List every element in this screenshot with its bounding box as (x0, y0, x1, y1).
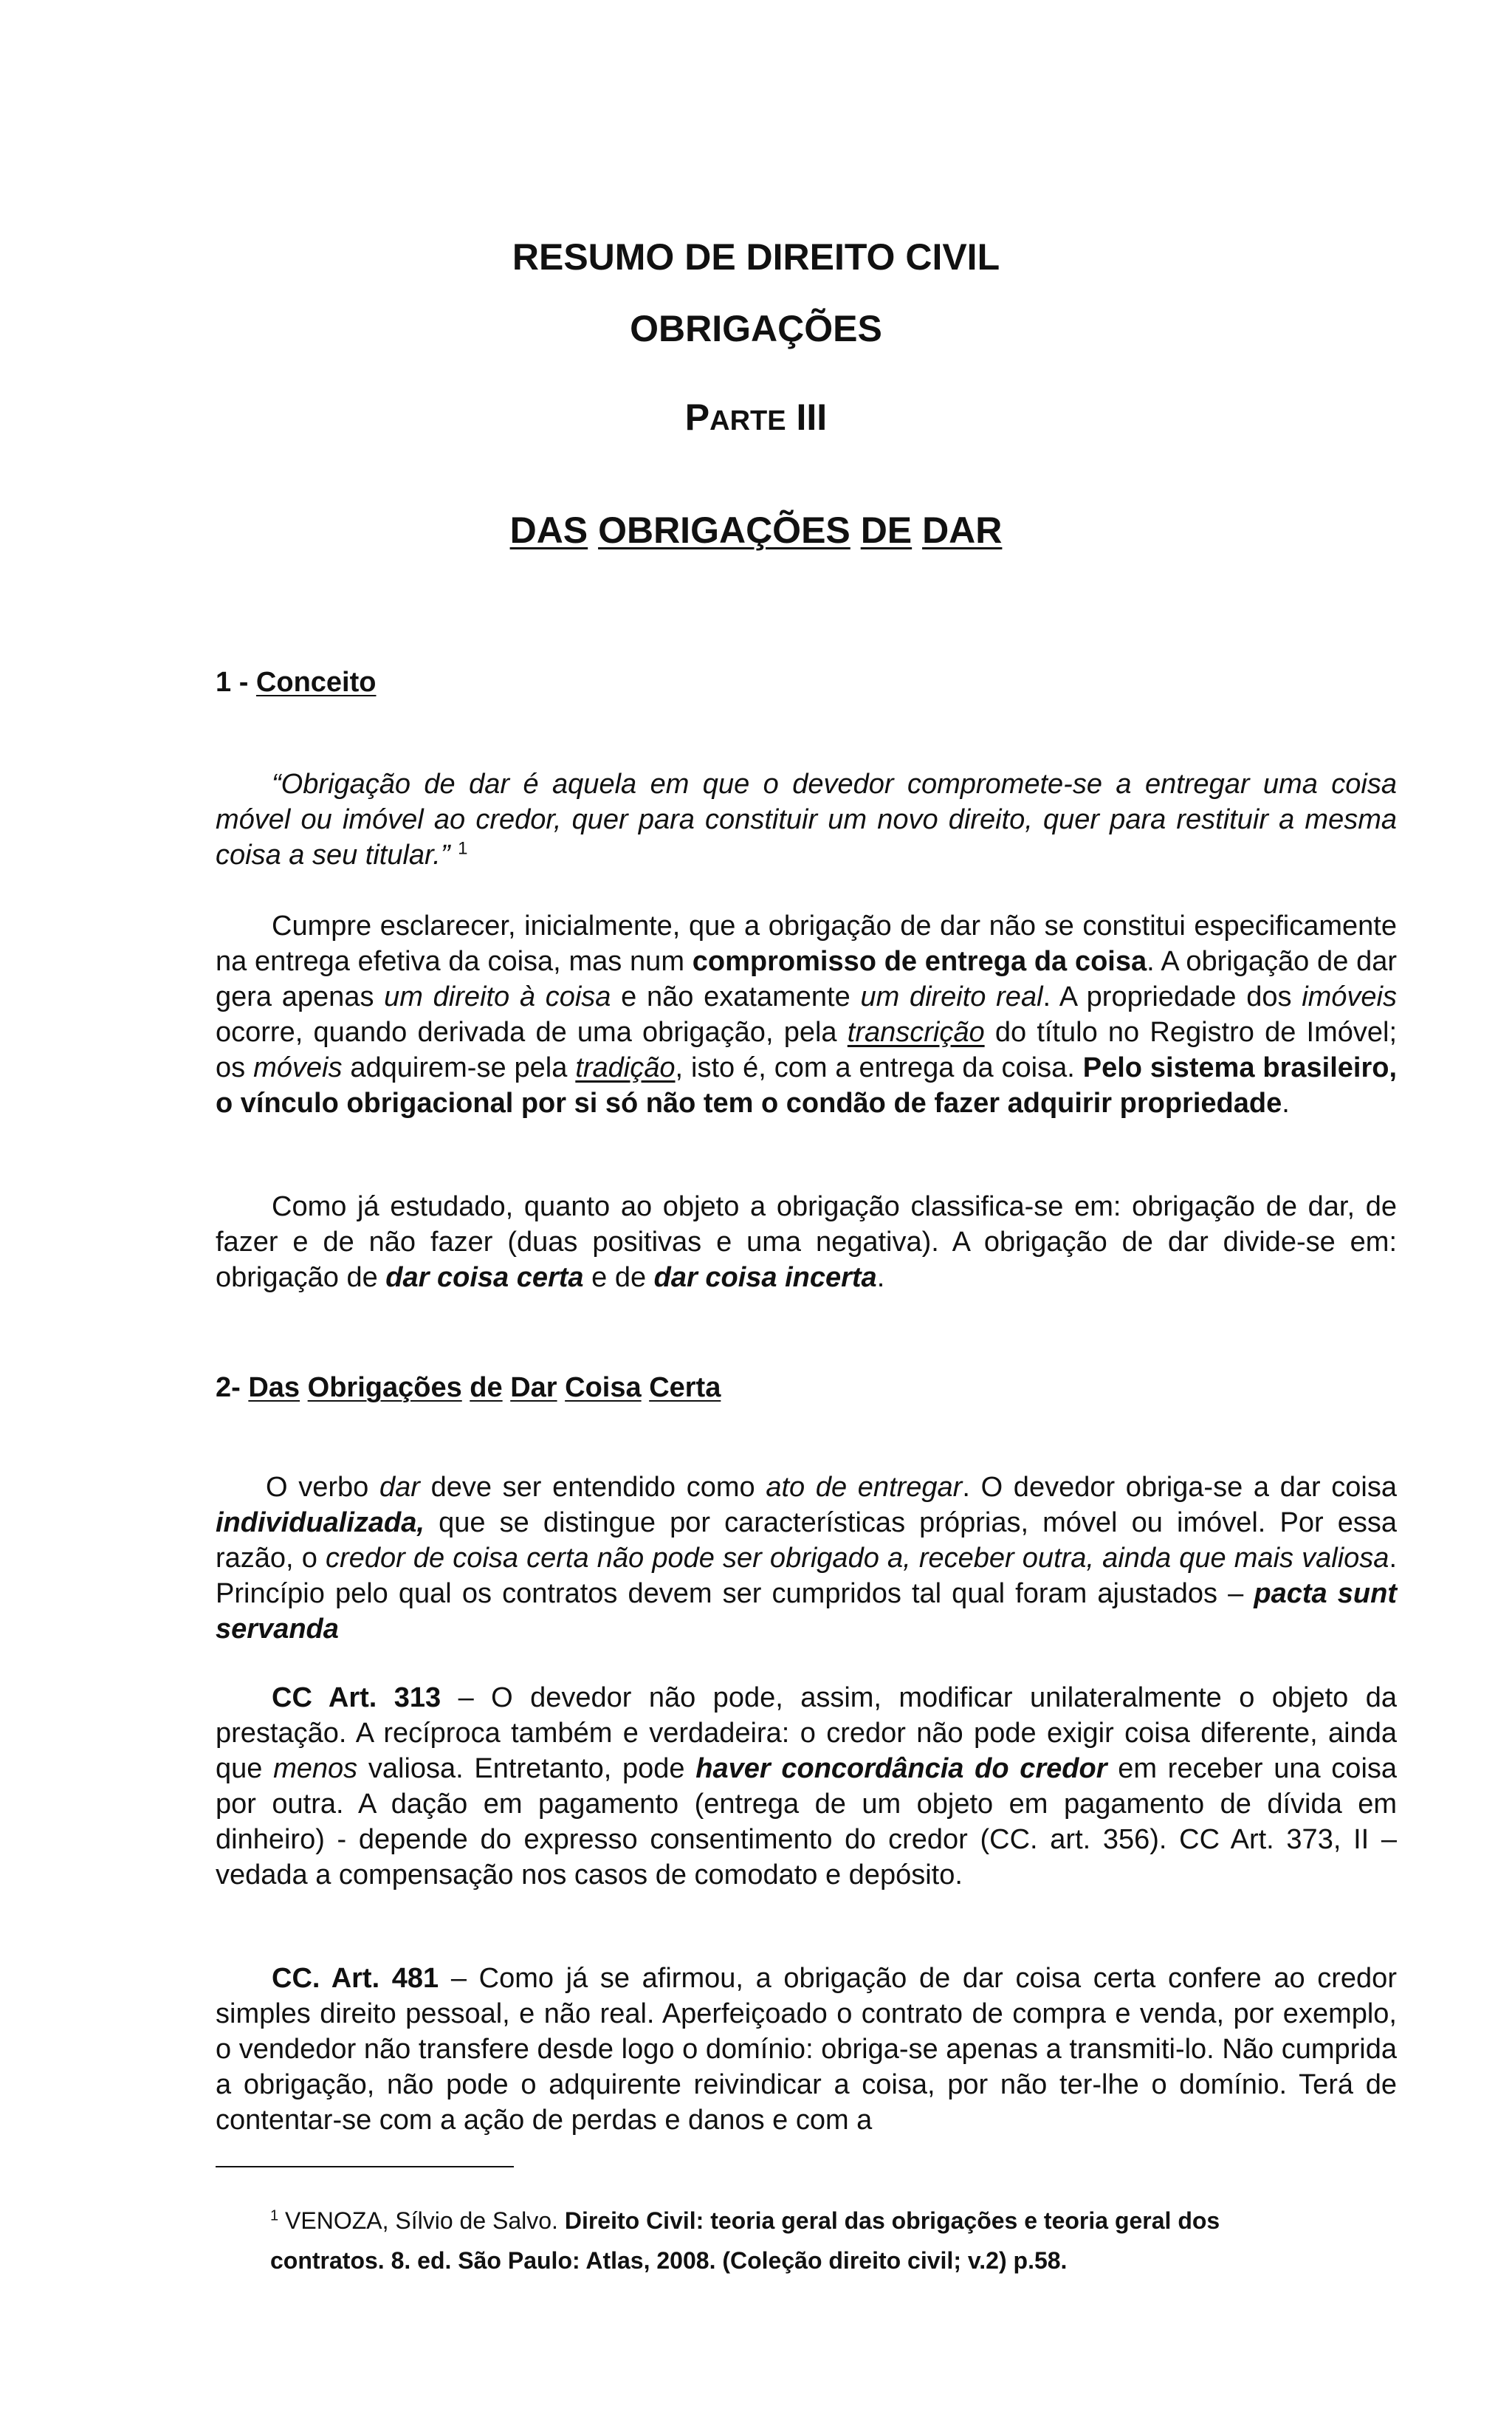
chapter-title: DAS OBRIGAÇÕES DE DAR (509, 510, 1003, 551)
paragraph-art-481: CC. Art. 481 – Como já se afirmou, a obrigação de dar coisa certa confere ao credor simples direito pessoal, e não real. Aperfeiçoado o contrato de compra e venda, por exemplo, o vendedor não transfere desde logo o domínio: obriga-se apenas a transmiti-lo. Não cumprida a obrigação, não pode o adquirente reivindicar a coisa, por não ter-lhe o domínio. Terá de contentar-se com a ação de perdas e danos e com a (216, 1963, 1397, 2136)
section-heading-coisa-certa: 2- Das Obrigações de Dar Coisa Certa (216, 1372, 721, 1403)
footnote-marker: 1 (270, 2207, 279, 2224)
paragraph-verb-dar: O verbo dar deve ser entendido como ato de entregar. O devedor obriga-se a dar coisa individualizada, que se distingue por características próprias, móvel ou imóvel. Por essa razão, o credor de coisa certa não pode ser obrigado a, receber outra, ainda que mais valiosa. Princípio pelo qual os contratos devem ser cumpridos tal qual foram ajustados – pacta sunt servanda (216, 1472, 1398, 1645)
footnote-ref: 1 (458, 838, 468, 859)
footnote-author: VENOZA, Sílvio de Salvo. (285, 2207, 558, 2234)
footnote-separator (216, 2166, 514, 2167)
title-line-1: RESUMO DE DIREITO CIVIL (512, 236, 1000, 278)
footnote (270, 2201, 1289, 2280)
paragraph-classification: Como já estudado, quanto ao objeto a obrigação classifica-se em: obrigação de dar, de fazer e de não fazer (duas positivas e uma negativa). A obrigação de dar divide-se em: obrigação de dar coisa certa e de dar coisa incerta. (216, 1191, 1397, 1293)
title-line-2: OBRIGAÇÕES (630, 308, 882, 349)
document-title (0, 235, 1512, 279)
footnote-work: Direito Civil: teoria geral das obrigações e teoria geral dos contratos. 8. ed. São Paulo: Atlas, 2008. (Coleção direito civil; v.2) p.58. (270, 2207, 1220, 2274)
paragraph-clarification: Cumpre esclarecer, inicialmente, que a obrigação de dar não se constitui especificamente na entrega efetiva da coisa, mas num compromisso de entrega da coisa. A obrigação de dar gera apenas um direito à coisa e não exatamente um direito real. A propriedade dos imóveis ocorre, quando derivada de uma obrigação, pela transcrição do título no Registro de Imóvel; os móveis adquirem-se pela tradição, isto é, com a entrega da coisa. Pelo sistema brasileiro, o vínculo obrigacional por si só não tem o condão de fazer adquirir propriedade. (216, 911, 1398, 1119)
part-label: PARTE III (684, 397, 828, 438)
section-heading-conceito: 1 - Conceito (216, 667, 377, 698)
definition-quote: “Obrigação de dar é aquela em que o devedor compromete-se a entregar uma coisa móvel ou imóvel ao credor, quer para constituir um novo direito, quer para restituir a mesma coisa a seu titular.” $^1$ (216, 769, 1397, 871)
paragraph-art-313: CC Art. 313 – O devedor não pode, assim, modificar unilateralmente o objeto da prestação. A recíproca também e verdadeira: o credor não pode exigir coisa diferente, ainda que menos valiosa. Entretanto, pode haver concordância do credor em receber una coisa por outra. A dação em pagamento (entrega de um objeto em pagamento de dívida em dinheiro) - depende do expresso consentimento do credor (CC. art. 356). CC Art. 373, II – vedada a compensação nos casos de comodato e depósito. (216, 1682, 1398, 1891)
document-subject (0, 306, 1512, 351)
